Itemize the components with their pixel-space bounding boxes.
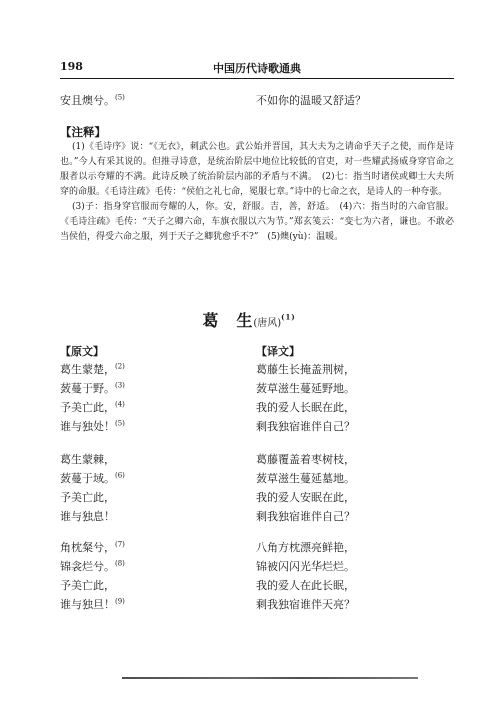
- header-rule: [60, 78, 454, 79]
- verse-line: 剩我独宿谁伴自己？: [256, 510, 355, 523]
- notes-heading: 【注释】: [60, 125, 106, 139]
- verse-line: 蔹草滋生蔓延墓地。: [256, 472, 355, 485]
- verse-line: 葛生蒙棘，: [60, 453, 115, 466]
- verse-line: 我的爱人在此长眠，: [256, 579, 355, 592]
- verse-line: 谁与独旦！$^{(9)}$: [60, 597, 125, 611]
- page-header: [60, 60, 454, 76]
- verse-line: 剩我独宿谁伴自己？: [256, 420, 355, 433]
- verse-line: 予美亡此，$^{(4)}$: [60, 400, 125, 414]
- poem-subtitle: (唐风): [253, 318, 282, 329]
- notes-body: [60, 140, 454, 245]
- poem-title: [0, 308, 498, 331]
- note-marker: (1): [281, 312, 296, 322]
- verse-line: 葛藤生长掩盖荆树，: [256, 363, 355, 376]
- continued-translation-line: 不如你的温暖又舒适？: [256, 94, 366, 107]
- verse-line: 谁与独处！$^{(5)}$: [60, 419, 125, 433]
- verse-line: 锦衾烂兮。$^{(8)}$: [60, 559, 125, 573]
- verse-line: 锦被闪闪光华烂烂。: [256, 560, 355, 573]
- note-marker: (5): [115, 93, 125, 102]
- stanza-translation: [256, 538, 355, 614]
- page-number: 198: [60, 60, 83, 73]
- verse-line: 葛藤覆盖着枣树枝，: [256, 453, 355, 466]
- verse-line: 剩我独宿谁伴天亮？: [256, 598, 355, 611]
- poem-title-text: 葛 生: [202, 311, 254, 330]
- verse-line: 予美亡此，: [60, 491, 115, 504]
- verse-line: 蔹蔓于野。$^{(3)}$: [60, 381, 125, 395]
- verse-line: 蔹蔓于域。$^{(6)}$: [60, 471, 125, 485]
- verse-line: 谁与独息！: [60, 510, 115, 523]
- original-heading: 【原文】: [60, 345, 104, 358]
- verse-line: 葛生蒙楚，$^{(2)}$: [60, 362, 125, 376]
- note-paragraph: (1)《毛诗序》说：“《无衣》，刺武公也。武公始并晋国，其大夫为之请命乎天子之使，而作是诗也。”今人有采其说的。但推寻诗意，是统治阶层中地位比较低的官吏，对一些耀武扬威身穿官命之服者以示夸耀的不满。此诗反映了统治阶层内部的矛盾与不满。 (2)七：指当时诸侯或卿士大夫所穿的命服。《毛诗注疏》毛传：“侯伯之礼七命，冕服七章。”诗中的七命之衣，是诗人的一种夸张。: [60, 142, 454, 197]
- scan-edge-line: [122, 677, 418, 679]
- stanza-original: [60, 450, 125, 526]
- translation-heading: 【译文】: [256, 345, 300, 358]
- stanza-translation: [256, 450, 355, 526]
- original-text: 安且燠兮。: [60, 94, 115, 107]
- book-title: 中国历代诗歌通典: [213, 62, 301, 75]
- continued-original-line: [60, 92, 125, 108]
- note-paragraph: (3)子：指身穿官服而夸耀的人，你。安，舒服。吉，善，舒适。 (4)六：指当时的六命官服。《毛诗注疏》毛传：“天子之卿六命，车旗衣服以六为节。”郑玄笺云：“变七为六者，谦也。不敢必当侯伯，得受六命之服，列于天子之卿犹愈乎不?” (5)燠(yù)：温暖。: [60, 202, 454, 242]
- verse-line: 八角方枕漂亮鲜艳，: [256, 541, 355, 554]
- verse-line: 我的爱人安眠在此，: [256, 491, 355, 504]
- verse-line: 予美亡此，: [60, 579, 115, 592]
- stanza-translation: [256, 360, 355, 436]
- verse-line: 我的爱人长眠在此，: [256, 401, 355, 414]
- stanza-original: [60, 360, 125, 436]
- verse-line: 蔹草滋生蔓延野地。: [256, 382, 355, 395]
- stanza-original: [60, 538, 125, 614]
- verse-line: 角枕粲兮，$^{(7)}$: [60, 540, 125, 554]
